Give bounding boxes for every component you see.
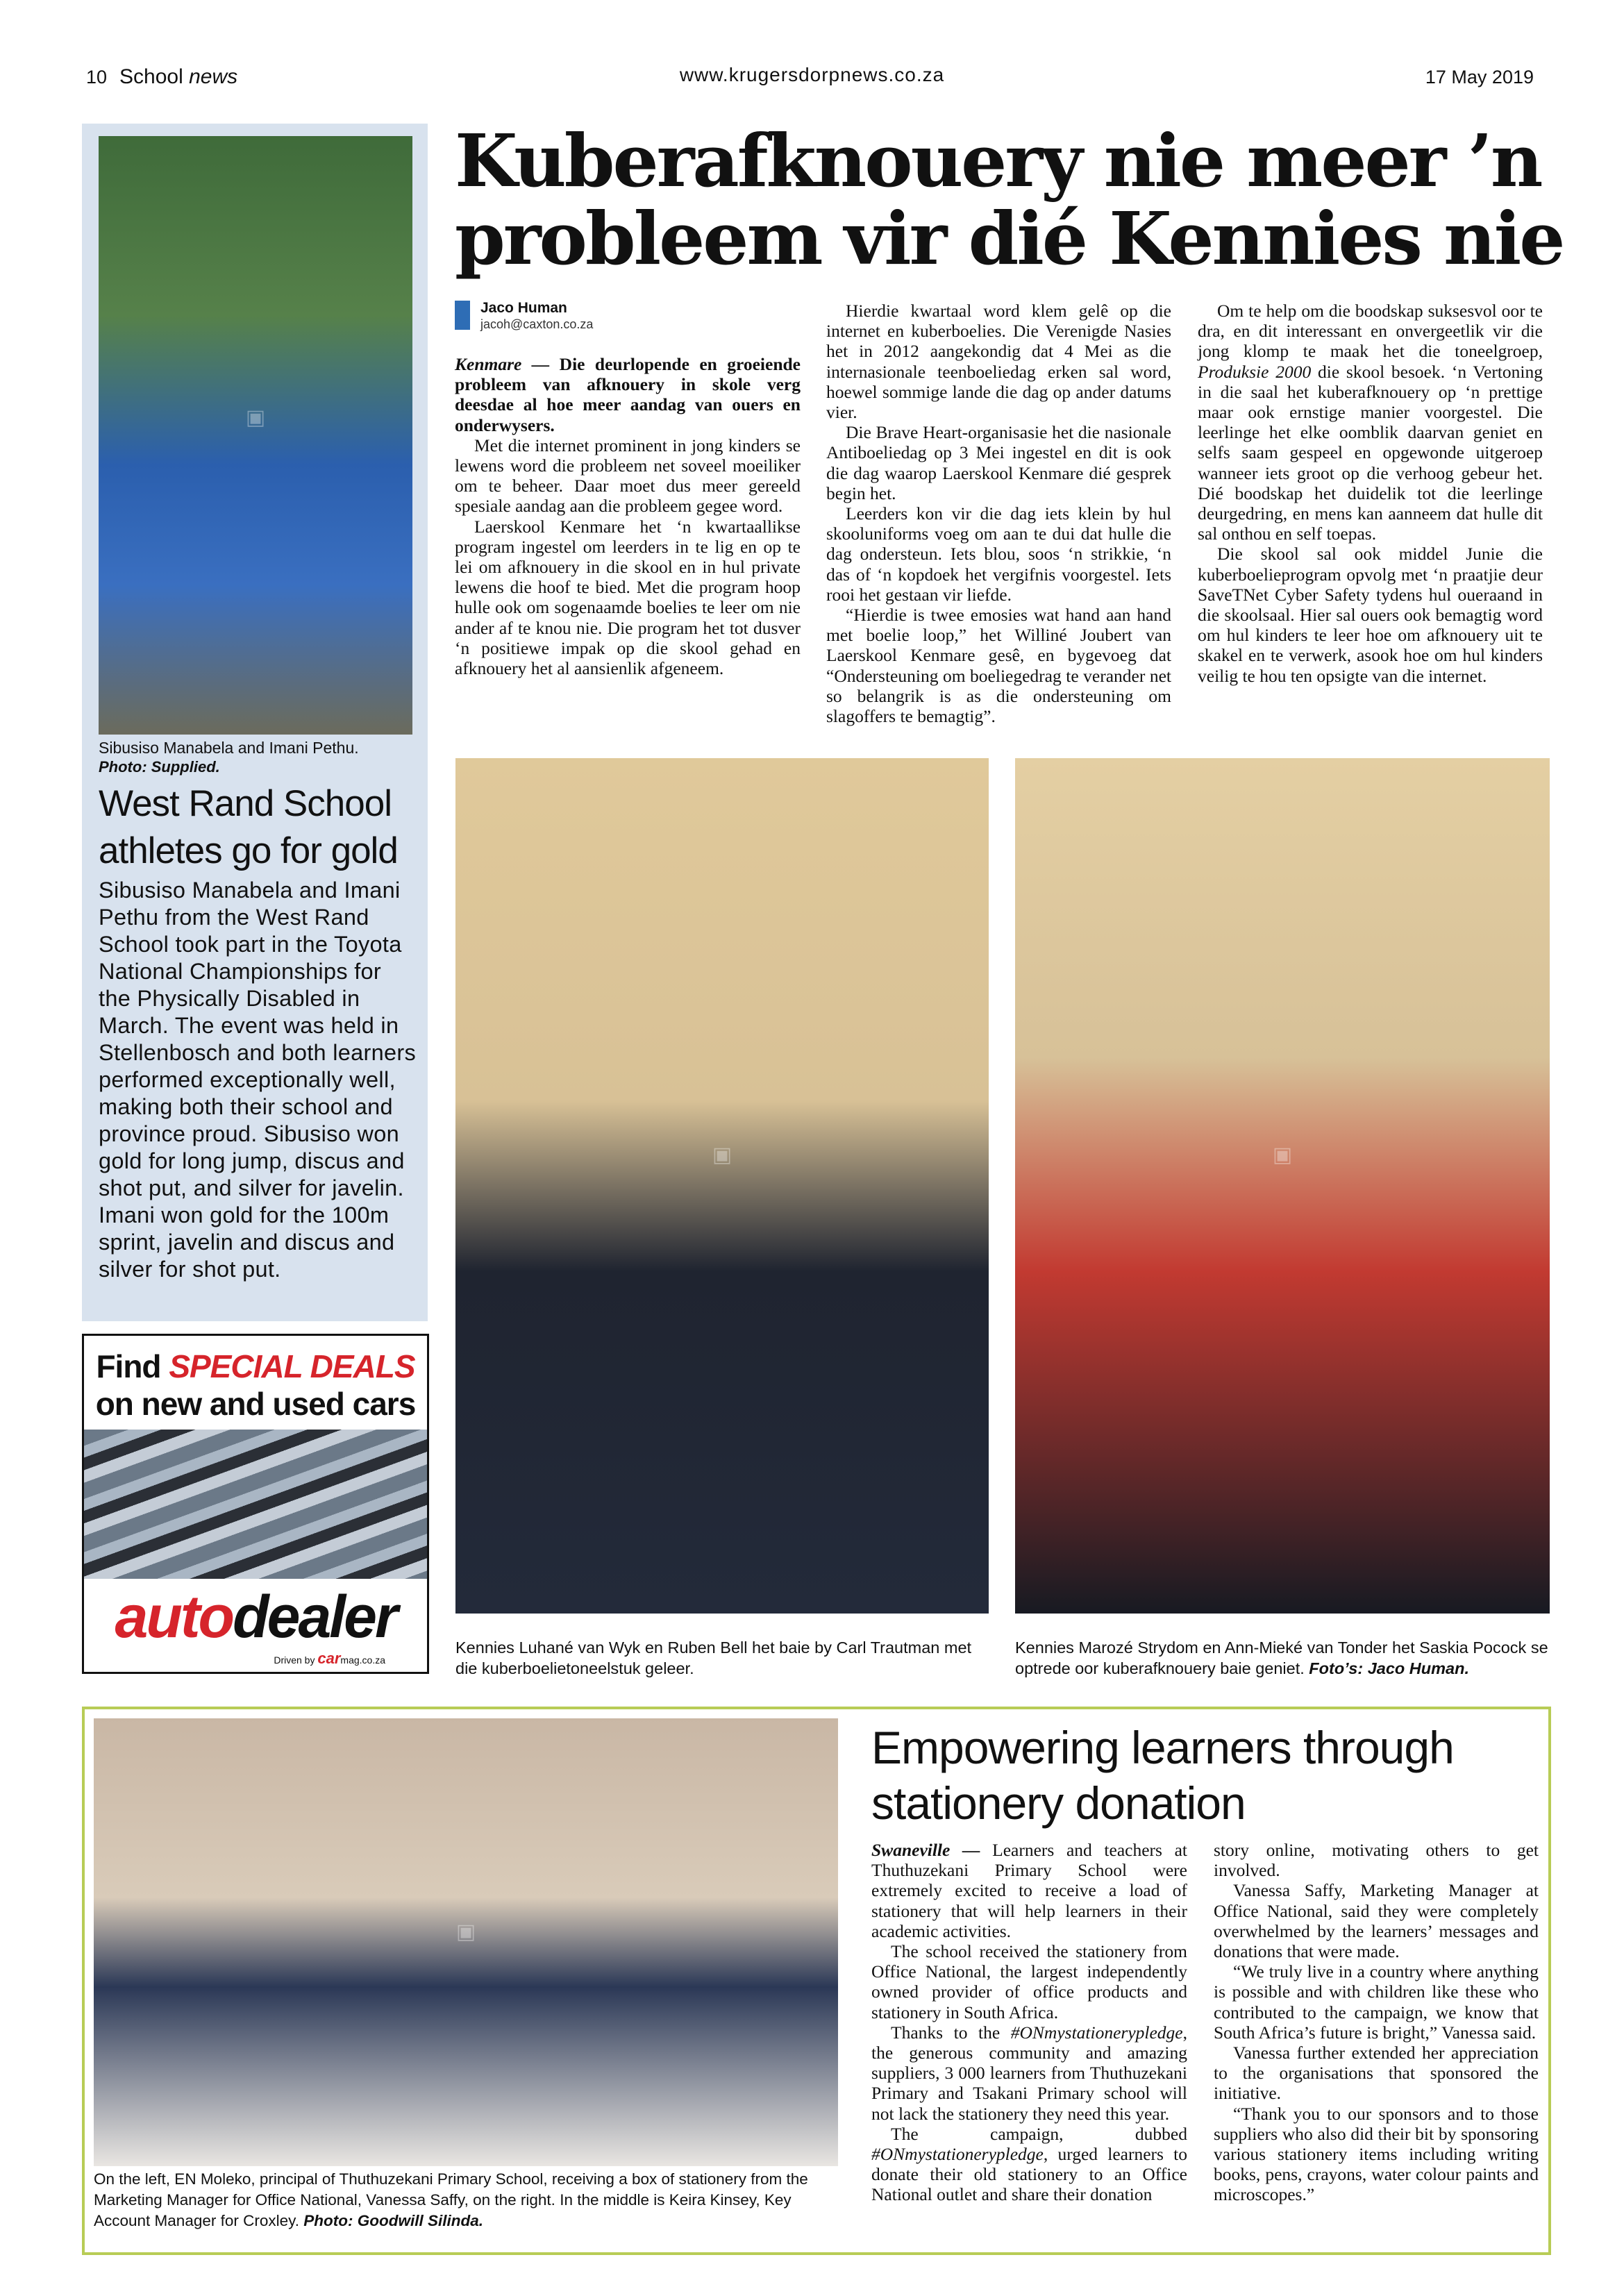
paragraph — [1198, 301, 1543, 544]
text-run: Om te help om die boodskap suksesvol oor te dra, en dit interessant en onvergeetlik vir die jong klomp te maak het die toneelgroep, — [1198, 301, 1543, 362]
photo-icon: ▣ — [712, 1143, 733, 1167]
main-headline: Kuberafknouery nie meer ’n probleem vir dié Kennies nie — [455, 118, 1564, 281]
photo-credit: Photo: Goodwill Silinda. — [303, 2212, 483, 2229]
paragraph: The school received the stationery from Office National, the largest independently owned provider of office products and stationery in South Africa. — [871, 1941, 1187, 2022]
text-run: , the generous community and amazing suppliers, 3 000 learners from Thuthuzekani Primary and Tsakani Primary school will not lack the stationery they need this year. — [871, 2022, 1187, 2124]
kennies-photo-2-caption — [1015, 1637, 1564, 1679]
autodealer-advert[interactable] — [82, 1334, 429, 1674]
athletes-caption-text: Sibusiso Manabela and Imani Pethu. — [99, 739, 359, 757]
kennies-photo-2 — [1015, 758, 1550, 1614]
main-dateline: Kenmare — — [455, 354, 550, 374]
donation-photo-caption — [94, 2169, 851, 2231]
text-run: die skool besoek. ‘n Vertoning in die saal het kuberafknouery op ‘n prettige maar ook ernstige manier voorgestel. Die leerlinge het elke oomblik daarvan geniet en selfs saam gespeel en opgewonde uitgeroep wanneer iets groot op die verhoog gebeur het. Dié boodskap het duidelik tot die leerlinge deurgedring, en mens kan aanneem dat hulle dit sal onthou en self toepas. — [1198, 361, 1543, 544]
paragraph: Met die internet prominent in jong kinders se lewens word die probleem net soveel moeiliker om te beheer. Daar moet dus meer gereeld spesiale aandag aan die probleem gegee word. — [455, 435, 801, 517]
advert-subheadline: on new and used cars — [95, 1386, 416, 1422]
donation-photo — [94, 1718, 838, 2166]
paragraph: Die Brave Heart-organisasie het die nasionale Antiboeliedag op 3 Mei ingestel en dit is ook die dag waarop Laerskool Kenmare dié gesprek begin het. — [826, 422, 1171, 503]
athletes-photo — [99, 136, 412, 735]
main-article-column-2 — [826, 301, 1171, 726]
paragraph: Laerskool Kenmare het ‘n kwartaallikse program ingestel om leerders in te lig en op te lei om afknouery in die skool en in hul private lewens die hoof te bied. Met die program hoop hulle ook om sogenaamde boelies te leer om nie ander af te knou nie. Die program het tot dusver ‘n positiewe impak op die skool gehad en afknouery het al aansienlik afgeneem. — [455, 516, 801, 679]
text-run: , urged learners to donate their old stationery to an Office National outlet and share their donation — [871, 2144, 1187, 2205]
production-name: Produksie 2000 — [1198, 361, 1312, 382]
page-number: 10 — [86, 67, 108, 87]
hashtag: #ONmystationerypledge — [871, 2144, 1044, 2165]
sidebar-headline: West Rand School athletes go for gold — [99, 783, 398, 871]
paragraph: Vanessa further extended her appreciation to the organisations that sponsored the initiative. — [1214, 2043, 1539, 2104]
photo-icon: ▣ — [245, 405, 266, 429]
advert-logo-auto: auto — [115, 1584, 233, 1650]
donation-article-column-1 — [871, 1840, 1187, 2205]
main-lead-text: Die deurlopende en groeiende probleem van afknouery in skole verg deesdae al hoe meer aandag van ouers en onderwysers. — [455, 354, 801, 435]
advert-logo — [84, 1586, 427, 1648]
advert-cars-image — [84, 1430, 427, 1579]
paragraph: Hierdie kwartaal word klem gelê op die internet en kuberboelies. Die Verenigde Nasies het in 2012 aangekondig dat 4 Mei as die internasionale teenboeliedag erken sal word, hoewel sommige lande die dag op ander datums vier. — [826, 301, 1171, 423]
athletes-photo-credit: Photo: Supplied. — [99, 758, 220, 776]
advert-headline-accent: SPECIAL DEALS — [169, 1348, 415, 1384]
advert-driven-label: Driven by — [274, 1654, 315, 1666]
paragraph — [871, 2124, 1187, 2205]
kennies-photo-1-caption: Kennies Luhané van Wyk en Ruben Bell het baie by Carl Trautman met die kuberboelietoneelstuk geleer. — [455, 1639, 972, 1677]
text-run: Thanks to the — [891, 2022, 1011, 2043]
paragraph: Vanessa Saffy, Marketing Manager at Office National, said they were completely overwhelmed by the learners’ messages and donations that were made. — [1214, 1880, 1539, 1962]
photo-icon: ▣ — [1272, 1143, 1293, 1167]
donation-article-column-2 — [1214, 1840, 1539, 2205]
advert-carmag-logo: car — [317, 1650, 341, 1667]
paragraph: Die skool sal ook middel Junie die kuberboelieprogram opvolg met ‘n praatjie deur SaveTNet Cyber Safety tydens hul oueraand in die skoolsaal. Hier sal ouers ook bemagtig word om hul kinders te leer hoe om afknouery uit te skakel en te verwerk, asook hoe om hul kinders veilig te hou ten opsigte van die internet. — [1198, 544, 1543, 686]
donation-lead — [871, 1840, 1187, 1941]
photo-icon: ▣ — [455, 1920, 476, 1944]
photo-credit: Foto’s: Jaco Human. — [1309, 1659, 1469, 1677]
advert-carmag-suffix: mag.co.za — [340, 1654, 385, 1666]
paragraph: “Hierdie is twee emosies wat hand aan hand met boelie loop,” het Williné Joubert van Laerskool Kenmare gesê, en bygevoeg dat “Ondersteuning om boeliegedrag te verander net so belangrik is as die ondersteuning om slagoffers te bemagtig”. — [826, 605, 1171, 727]
donation-headline: Empowering learners through stationery donation — [871, 1722, 1454, 1829]
advert-headline-plain: Find — [96, 1348, 169, 1384]
main-article-lead — [455, 354, 801, 435]
paragraph: “We truly live in a country where anything is possible and with children like these who contributed to the campaign, we know that South Africa’s future is bright,” Vanessa said. — [1214, 1961, 1539, 2043]
byline-author: Jaco Human — [480, 300, 567, 316]
caption-text: On the left, EN Moleko, principal of Thuthuzekani Primary School, receiving a box of stationery from the Marketing Manager for Office National, Vanessa Saffy, on the right. In the middle is Keira Kinsey, Key Account Manager for Croxley. — [94, 2170, 808, 2229]
main-article-column-3 — [1198, 301, 1543, 686]
text-run: The campaign, dubbed — [891, 2123, 1187, 2144]
athletes-photo-caption — [99, 738, 418, 777]
donation-lead-text: Learners and teachers at Thuthuzekani Primary School were extremely excited to receive a load of stationery that will help learners in their academic activities. — [871, 1840, 1187, 1941]
advert-headline — [84, 1348, 427, 1384]
sidebar-body: Sibusiso Manabela and Imani Pethu from the West Rand School took part in the Toyota National Championships for the Physically Disabled in March. The event was held in Stellenbosch and both learners performed exceptionally well, making both their school and province proud. Sibusiso won gold for long jump, discus and shot put, and silver for javelin. Imani won gold for the 100m sprint, javelin and discus and silver for shot put. — [99, 878, 417, 1282]
byline-marker — [455, 301, 470, 330]
section-label: School — [119, 65, 183, 88]
byline-email[interactable]: jacoh@caxton.co.za — [480, 317, 594, 331]
site-url[interactable]: www.krugersdorpnews.co.za — [679, 64, 945, 85]
paragraph: “Thank you to our sponsors and to those suppliers who also did their bit by sponsoring various stationery items including writing books, pens, crayons, water colour paints and microscopes.” — [1214, 2103, 1539, 2205]
paragraph: Leerders kon vir die dag iets klein by hul skooluniforms voeg om aan te dui dat hulle die dag ondersteun. Iets blou, soos ‘n strikkie, ‘n das of ‘n kopdoek het vergifnis voorgestel. Iets rooi het gestaan vir liefde. — [826, 503, 1171, 605]
kennies-photo-1 — [455, 758, 989, 1614]
donation-dateline: Swaneville — — [871, 1840, 980, 1860]
paragraph — [871, 2022, 1187, 2124]
section-sublabel: news — [189, 65, 238, 88]
advert-logo-dealer: dealer — [233, 1584, 396, 1650]
hashtag: #ONmystationerypledge — [1010, 2022, 1183, 2043]
paragraph: story online, motivating others to get involved. — [1214, 1840, 1539, 1881]
main-article-column-1 — [455, 354, 801, 678]
issue-date: 17 May 2019 — [1425, 67, 1534, 87]
caption-text: Kennies Marozé Strydom en Ann-Mieké van Tonder het Saskia Pocock se optrede oor kuberafknouery baie geniet. — [1015, 1639, 1548, 1677]
advert-driven-by — [274, 1650, 385, 1668]
